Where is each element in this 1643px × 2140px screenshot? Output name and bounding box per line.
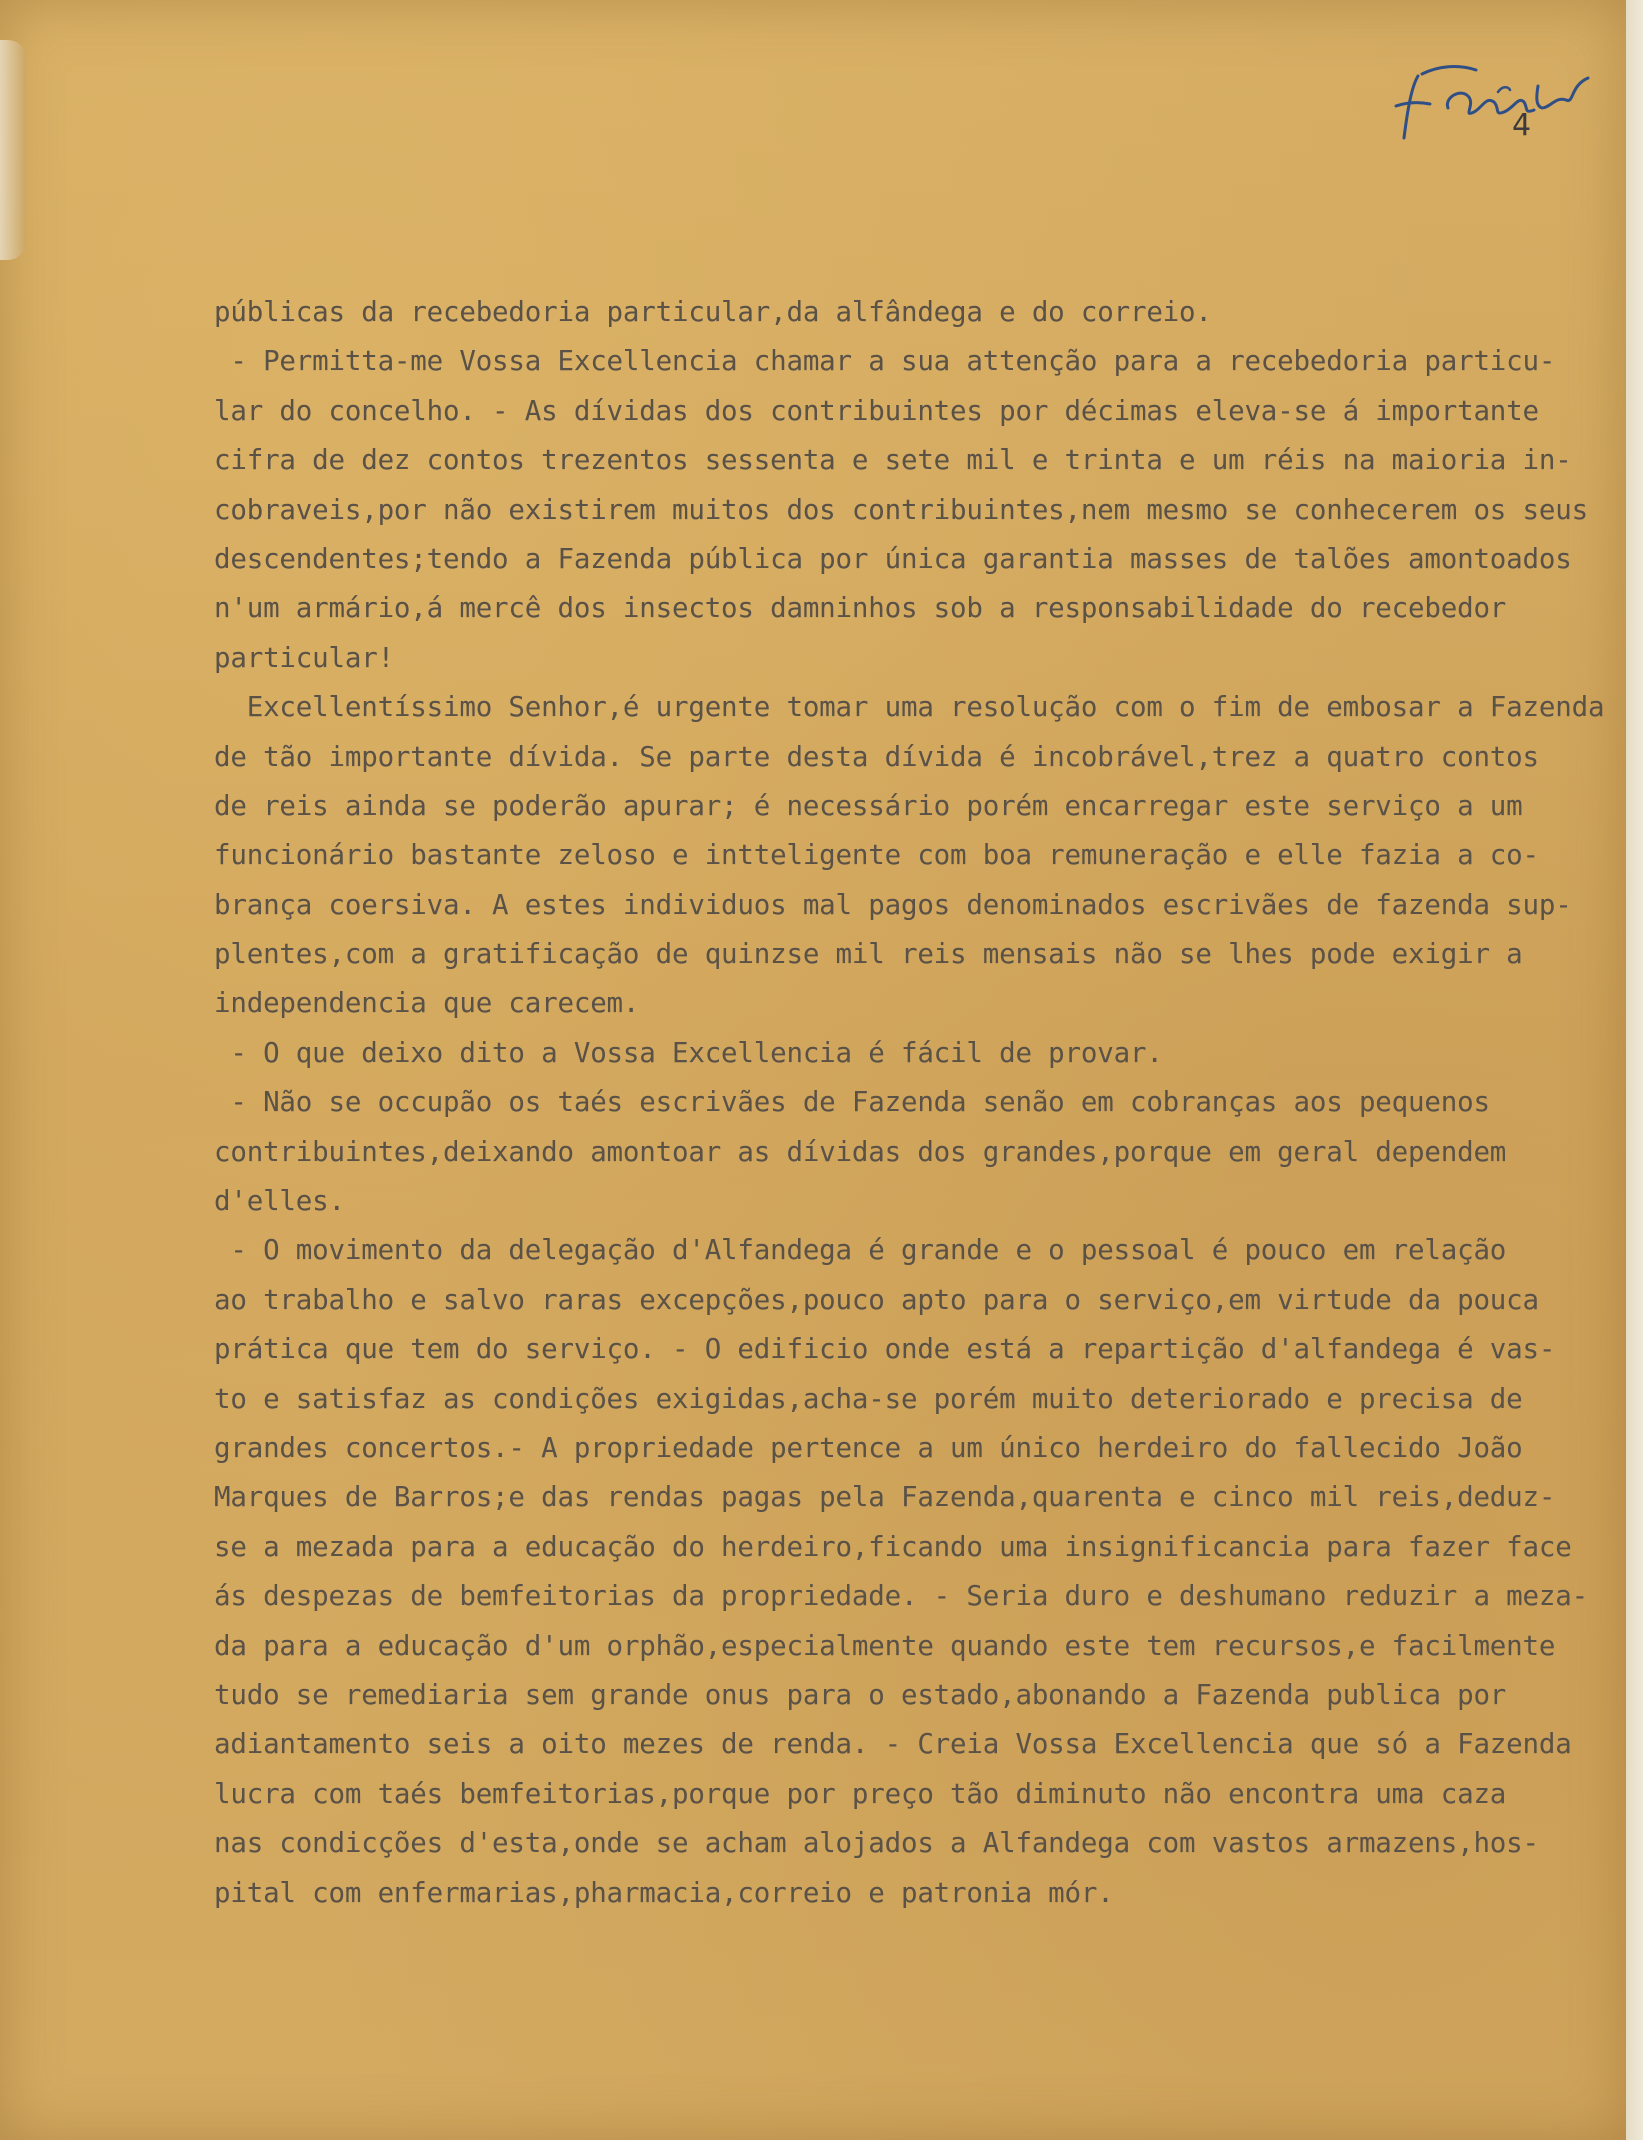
- text-line: brança coersiva. A estes individuos mal pagos denominados escrivães de fazenda sup-: [214, 888, 1572, 921]
- text-line: funcionário bastante zeloso e intteligente com boa remuneração e elle fazia a co-: [214, 839, 1539, 872]
- text-line: da para a educação d'um orphão,especialmente quando este tem recursos,e facilmente: [214, 1629, 1556, 1662]
- text-line: tudo se remediaria sem grande onus para o estado,abonando a Fazenda publica por: [214, 1678, 1507, 1711]
- text-line: particular!: [214, 641, 394, 674]
- text-line: adiantamento seis a oito mezes de renda. - Creia Vossa Excellencia que só a Fazenda: [214, 1728, 1572, 1761]
- torn-edge: [0, 40, 26, 260]
- text-line: de reis ainda se poderão apurar; é necessário porém encarregar este serviço a um: [214, 789, 1523, 822]
- text-line: pital com enfermarias,pharmacia,correio e patronia mór.: [214, 1876, 1114, 1909]
- text-line: to e satisfaz as condições exigidas,acha-se porém muito deteriorado e precisa de: [214, 1382, 1523, 1415]
- text-line: d'elles.: [214, 1185, 345, 1218]
- page-number: 4: [1512, 108, 1532, 143]
- text-line: lar do concelho. - As dívidas dos contribuintes por décimas eleva-se á importante: [214, 394, 1539, 427]
- text-line: independencia que carecem.: [214, 987, 640, 1020]
- letter-body: [214, 288, 1614, 1918]
- text-line: plentes,com a gratificação de quinzse mil reis mensais não se lhes pode exigir a: [214, 938, 1523, 971]
- text-line: nas condicções d'esta,onde se acham alojados a Alfandega com vastos armazens,hos-: [214, 1827, 1539, 1860]
- text-line: ás despezas de bemfeitorias da propriedade. - Seria duro e deshumano reduzir a meza-: [214, 1580, 1588, 1613]
- text-line: públicas da recebedoria particular,da alfândega e do correio.: [214, 296, 1212, 328]
- page-edge: [1626, 0, 1643, 2140]
- text-line: contribuintes,deixando amontoar as dívidas dos grandes,porque em geral dependem: [214, 1135, 1507, 1168]
- text-line: se a mezada para a educação do herdeiro,ficando uma insignificancia para fazer face: [214, 1530, 1572, 1563]
- text-line: lucra com taés bemfeitorias,porque por preço tão diminuto não encontra uma caza: [214, 1777, 1507, 1810]
- text-line: de tão importante dívida. Se parte desta dívida é incobrável,trez a quatro contos: [214, 740, 1539, 773]
- text-line: - O movimento da delegação d'Alfandega é grande e o pessoal é pouco em relação: [214, 1234, 1507, 1267]
- text-line: - Não se occupão os taés escrivães de Fazenda senão em cobranças aos pequenos: [214, 1086, 1490, 1119]
- text-line: prática que tem do serviço. - O edificio onde está a repartição d'alfandega é vas-: [214, 1333, 1556, 1366]
- text-line: cobraveis,por não existirem muitos dos contribuintes,nem mesmo se conhecerem os seus: [214, 493, 1588, 526]
- handwritten-signature: [1378, 46, 1608, 156]
- text-line: Excellentíssimo Senhor,é urgente tomar uma resolução com o fim de embosar a Fazenda: [214, 691, 1605, 724]
- text-line: Marques de Barros;e das rendas pagas pela Fazenda,quarenta e cinco mil reis,deduz-: [214, 1481, 1556, 1514]
- text-line: - Permitta-me Vossa Excellencia chamar a sua attenção para a recebedoria particu-: [214, 345, 1556, 378]
- text-line: descendentes;tendo a Fazenda pública por única garantia masses de talões amontoados: [214, 542, 1572, 575]
- text-line: - O que deixo dito a Vossa Excellencia é fácil de provar.: [214, 1036, 1163, 1069]
- text-line: grandes concertos.- A propriedade pertence a um único herdeiro do fallecido João: [214, 1431, 1523, 1464]
- text-line: cifra de dez contos trezentos sessenta e sete mil e trinta e um réis na maioria in-: [214, 444, 1572, 477]
- text-line: n'um armário,á mercê dos insectos damninhos sob a responsabilidade do recebedor: [214, 592, 1507, 625]
- text-line: ao trabalho e salvo raras excepções,pouco apto para o serviço,em virtude da pouca: [214, 1283, 1539, 1316]
